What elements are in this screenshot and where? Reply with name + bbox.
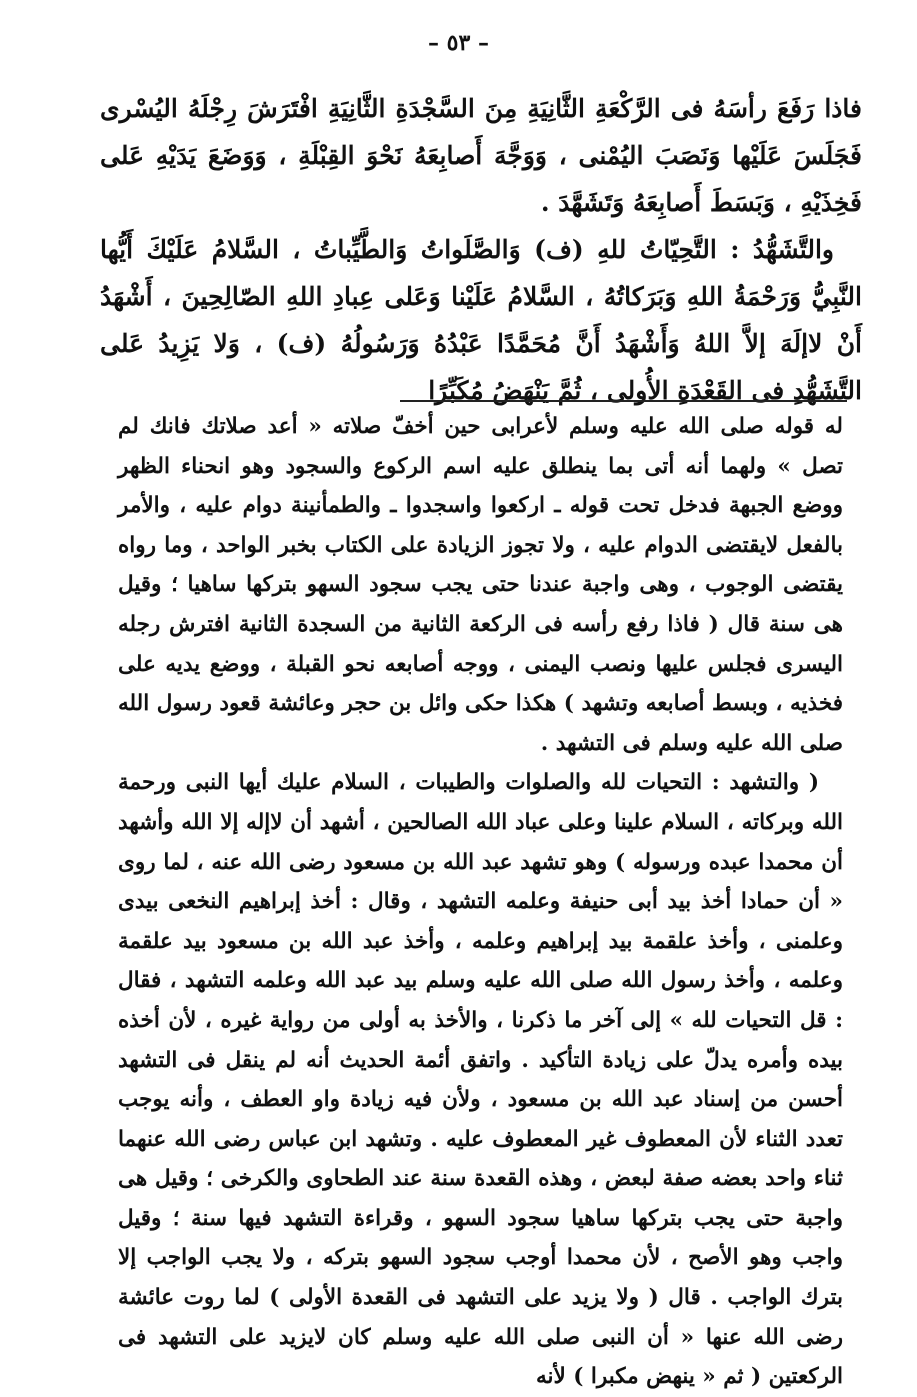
page-number: – ٥٣ –	[428, 30, 489, 56]
main-text-paragraph: والتَّشَهُّدُ : التَّحِيّاتُ للهِ (ف) وَالصَّلَواتُ وَالطَّيِّباتُ ، السَّلامُ عَلَيْكَ أَيُّها النَّبِيُّ وَرَحْمَةُ اللهِ وَبَرَكاتُهُ ، السَّلامُ عَلَيْنا وَعَلى عِبادِ اللهِ الصّالِحِينَ ، أَشْهَدُ أَنْ لاإلَهَ إلاَّ اللهُ وَأَشْهَدُ أَنَّ مُحَمَّدًا عَبْدُهُ وَرَسُولُهُ (ف) ، وَلا يَزِيدُ عَلى التَّشَهُّدِ فى القَعْدَةِ الأُولى ، ثُمَّ يَنْهَضُ مُكَبِّرًا	[100, 235, 862, 405]
main-text-paragraph: فاذا رَفَعَ رأسَهُ فى الرَّكْعَةِ الثَّانِيَةِ مِنَ السَّجْدَةِ الثَّانِيَةِ افْتَرَشَ رِجْلَهُ اليُسْرى فَجَلَسَ عَلَيْها وَنَصَبَ اليُمْنى ، وَوَجَّهَ أَصابِعَهُ نَحْوَ القِبْلَةِ ، وَوَضَعَ يَدَيْهِ عَلى فَخِذَيْهِ ، وَبَسَطَ أَصابِعَهُ وَتَشَهَّدَ .	[100, 94, 862, 217]
commentary-paragraph: ( والتشهد : التحيات لله والصلوات والطيبات ، السلام عليك أيها النبى ورحمة الله وبركاته ، السلام علينا وعلى عباد الله الصالحين ، أشهد أن لاإله إلا الله وأشهد أن محمدا عبده ورسوله ) وهو تشهد عبد الله بن مسعود رضى الله عنه ، لما روى « أن حمادا أخذ بيد أبى حنيفة وعلمه التشهد ، وقال : أخذ إبراهيم النخعى بيدى وعلمنى ، وأخذ علقمة بيد إبراهيم وعلمه ، وأخذ عبد الله بن مسعود بيد علقمة وعلمه ، وأخذ رسول الله صلى الله عليه وسلم بيد عبد الله وعلمه التشهد ، فقال : قل التحيات لله » إلى آخر ما ذكرنا ، والأخذ به أولى من رواية غيره ، لأن أخذه بيده وأمره يدلّ على زيادة التأكيد . واتفق أئمة الحديث أنه لم ينقل فى التشهد أحسن من إسناد عبد الله بن مسعود ، ولأن فيه زيادة واو العطف ، وأنه يوجب تعدد الثناء لأن المعطوف غير المعطوف عليه . وتشهد ابن عباس رضى الله عنهما ثناء واحد بعضه صفة لبعض ، وهذه القعدة سنة عند الطحاوى والكرخى ؛ وقيل هى واجبة حتى يجب بتركها ساهيا سجود السهو ، وقراءة التشهد فيها سنة ؛ وقيل واجب وهو الأصح ، لأن محمدا أوجب سجود السهو بتركه ، ولا يجب الواجب إلا بترك الواجب . قال ( ولا يزيد على التشهد فى القعدة الأولى ) لما روت عائشة رضى الله عنها « أن النبى صلى الله عليه وسلم كان لايزيد على التشهد فى الركعتين ( ثم « ينهض مكبرا ) لأنه	[118, 770, 843, 1390]
main-text	[100, 85, 862, 414]
footnote-separator	[400, 400, 847, 402]
commentary-text	[118, 407, 843, 1397]
commentary-paragraph: له قوله صلى الله عليه وسلم لأعرابى حين أخفّ صلاته « أعد صلاتك فانك لم تصل » ولهما أنه أتى بما ينطلق عليه اسم الركوع والسجود وهو انحناء الظهر ووضع الجبهة فدخل تحت قوله ـ اركعوا واسجدوا ـ والطمأنينة دوام عليه ، والأمر بالفعل لايقتضى الدوام عليه ، ولا تجوز الزيادة على الكتاب بخبر الواحد ، وما رواه يقتضى الوجوب ، وهى واجبة عندنا حتى يجب سجود السهو بتركها ساهيا ؛ وقيل هى سنة قال ( فاذا رفع رأسه فى الركعة الثانية من السجدة الثانية افترش رجله اليسرى فجلس عليها ونصب اليمنى ، ووجه أصابعه نحو القبلة ، ووضع يديه على فخذيه ، وبسط أصابعه وتشهد ) هكذا حكى وائل بن حجر وعائشة قعود رسول الله صلى الله عليه وسلم فى التشهد .	[118, 414, 843, 756]
